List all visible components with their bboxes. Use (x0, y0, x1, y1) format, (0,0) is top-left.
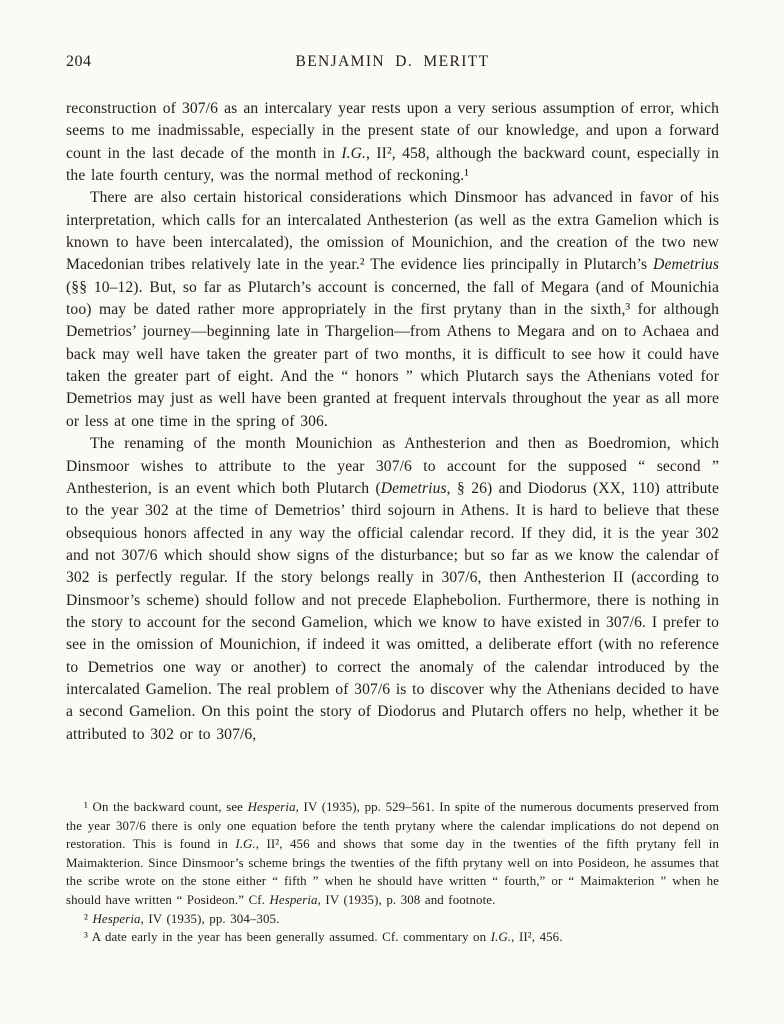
body-paragraph-2: There are also certain historical considerations which Dinsmoor has advanced in favor of his interpretation, which calls for an intercalated Anthesterion (as well as the extra Gamelion which is known to have been intercalated), the omission of Mounichion, and the creation of the two new Macedonian tribes relatively late in the year.² The evidence lies principally in Plutarch’s Demetrius (§§ 10–12). But, so far as Plutarch’s account is concerned, the fall of Megara (and of Mounichia too) may be dated rather more appropriately in the first prytany than in the sixth,³ for although Demetrios’ journey—beginning late in Thargelion—from Athens to Megara and on to Achaea and back may well have taken the greater part of two months, it is difficult to see how it could have taken the greater part of eight. And the “ honors ” which Plutarch says the Athenians voted for Demetrios may just as well have been granted at frequent intervals throughout the year as all more or less at one time in the spring of 306. (66, 189, 719, 430)
page-header (66, 53, 719, 73)
page-number: 204 (66, 53, 92, 70)
footnote-3: ³ A date early in the year has been generally assumed. Cf. commentary on I.G., II², 456. (84, 930, 563, 945)
body-paragraph-3: The renaming of the month Mounichion as Anthesterion and then as Boedromion, which Dinsmoor wishes to attribute to the year 307/6 to account for the supposed “ second ” Anthesterion, is an event which both Plutarch (Demetrius, § 26) and Diodorus (XX, 110) attribute to the year 302 at the time of Demetrios’ third sojourn in Athens. It is hard to believe that these obsequious honors affected in any way the official calendar record. If they did, it is the year 302 and not 307/6 which should show signs of the disturbance; but so far as we know the calendar of 302 is perfectly regular. If the story belongs really in 307/6, then Anthesterion II (according to Dinsmoor’s scheme) should follow and not precede Elaphebolion. Furthermore, there is nothing in the story to account for the second Gamelion, which we know to have existed in 307/6. I prefer to see in the omission of Mounichion, if indeed it was omitted, a deliberate effort (with no reference to Demetrios one way or another) to correct the anomaly of the calendar introduced by the intercalated Gamelion. The real problem of 307/6 is to discover why the Athenians decided to have a second Gamelion. On this point the story of Diodorus and Plutarch offers no help, whether it be attributed to 302 or to 307/6, (66, 435, 719, 743)
footnote-1: ¹ On the backward count, see Hesperia, IV (1935), pp. 529–561. In spite of the numerous documents preserved from the year 307/6 there is only one equation before the tenth prytany where the calendar implications do not depend on restoration. This is found in I.G., II², 456 and shows that some day in the twenties of the fifth prytany fell in Maimakterion. Since Dinsmoor’s scheme brings the twenties of the fifth prytany well on into Posideon, he assumes that the scribe wrote on the stone either “ fifth ” when he should have written “ fourth,” or “ Maimakterion ” when he should have written “ Posideon.” Cf. Hesperia, IV (1935), p. 308 and footnote. (66, 800, 719, 907)
article-body (66, 98, 719, 746)
body-paragraph-1: reconstruction of 307/6 as an intercalary year rests upon a very serious assumption of error, which seems to me inadmissable, especially in the present state of our knowledge, and upon a forward count in the last decade of the month in I.G., II², 458, although the backward count, especially in the late fourth century, was the normal method of reckoning.¹ (66, 100, 720, 185)
footnotes-block (66, 798, 719, 947)
footnote-2: ² Hesperia, IV (1935), pp. 304–305. (84, 911, 280, 926)
running-head-author: BENJAMIN D. MERITT (295, 53, 490, 70)
